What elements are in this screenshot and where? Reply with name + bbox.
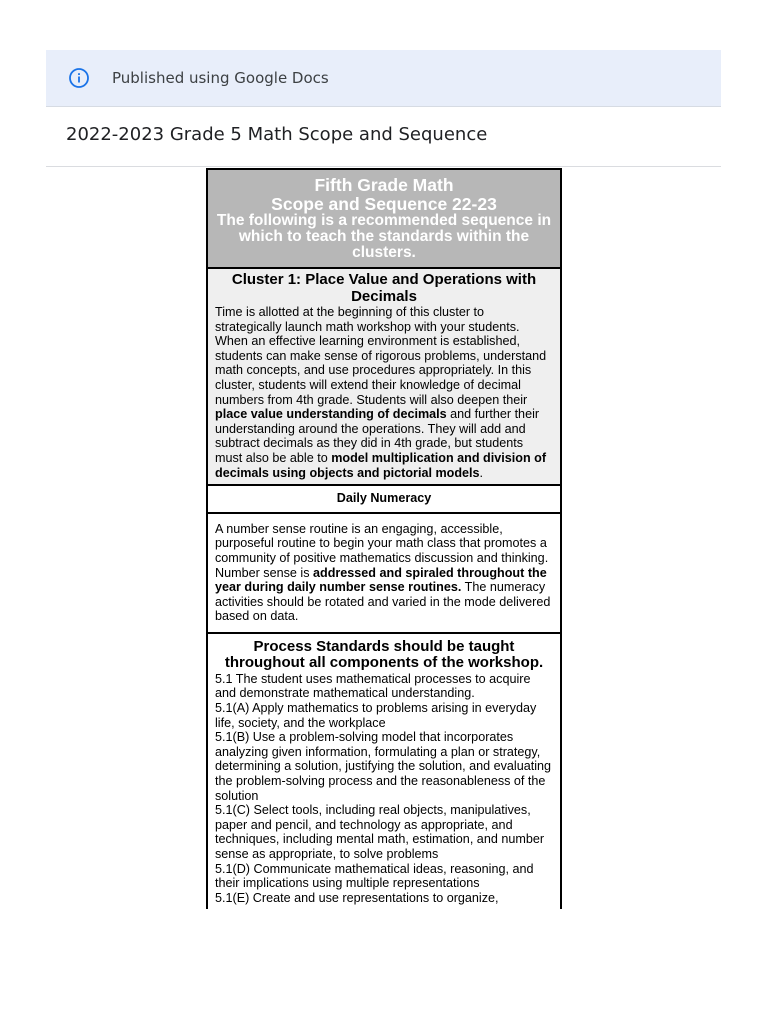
standard-item: 5.1(D) Communicate mathematical ideas, reasoning, and their implications using multiple representations <box>215 861 534 891</box>
info-icon <box>68 67 90 89</box>
standard-item: 5.1(B) Use a problem-solving model that incorporates analyzing given information, formulating a plan or strategy, determining a solution, justifying the solution, and evaluating the problem-solving process and the reasonableness of the solution <box>215 730 552 803</box>
header-subtitle: The following is a recommended sequence in which to teach the standards within the clusters. <box>216 212 552 261</box>
scope-sequence-table <box>206 168 562 909</box>
cluster-1-title: Cluster 1: Place Value and Operations with Decimals <box>231 271 537 305</box>
daily-numeracy-cell <box>207 513 561 633</box>
title-divider <box>46 166 721 167</box>
cluster-1-text: Time is allotted at the beginning of this cluster to strategically launch math workshop with your students. When an effective learning environment is established, students can make sense of rigorous problems, understand math concepts, and use procedures appropriately. In this cluster, students will extend their knowledge of decimal numbers from 4th grade. Students will also deepen their <box>215 305 547 407</box>
daily-numeracy-text-2: The numeracy activities should be rotated and varied in the mode delivered based on data. <box>215 580 551 624</box>
published-banner <box>46 50 721 107</box>
header-line-2: Scope and Sequence 22-23 <box>271 193 497 214</box>
cluster-1-cell <box>207 268 561 485</box>
header-line-1: Fifth Grade Math <box>314 175 454 195</box>
standard-item: 5.1(A) Apply mathematics to problems arising in everyday life, society, and the workplace <box>215 701 537 730</box>
standard-item: 5.1(C) Select tools, including real objects, manipulatives, paper and pencil, and technology as appropriate, and techniques, including mental math, estimation, and number sense as appropriate, to solve problems <box>215 803 545 861</box>
process-standards-title: Process Standards should be taught throughout all components of the workshop. <box>224 637 544 672</box>
daily-numeracy-title: Daily Numeracy <box>207 485 561 513</box>
cluster-1-bold-1: place value understanding of decimals <box>215 407 447 422</box>
header-cell <box>207 169 561 268</box>
cluster-1-text-3: . <box>479 465 484 480</box>
document-title: 2022-2023 Grade 5 Math Scope and Sequence <box>66 124 488 145</box>
daily-numeracy-bold: addressed and spiraled throughout the year during daily number sense routines. <box>215 565 547 595</box>
cluster-1-text-2: and further their understanding around the operations. They will add and subtract decimals as they did in 4th grade, but students must also be able to <box>215 407 540 465</box>
daily-numeracy-text: A number sense routine is an engaging, accessible, purposeful routine to begin your math class that promotes a community of positive mathematics discussion and thinking. Number sense is <box>215 521 549 580</box>
standard-item: 5.1 The student uses mathematical processes to acquire and demonstrate mathematical understanding. <box>215 671 531 701</box>
process-standards-cell <box>207 633 561 910</box>
standard-item: 5.1(E) Create and use representations to organize, <box>215 890 499 905</box>
cluster-1-bold-2: model multiplication and division of decimals using objects and pictorial models <box>215 450 547 480</box>
document-body <box>206 168 562 932</box>
banner-text: Published using Google Docs <box>112 69 329 87</box>
